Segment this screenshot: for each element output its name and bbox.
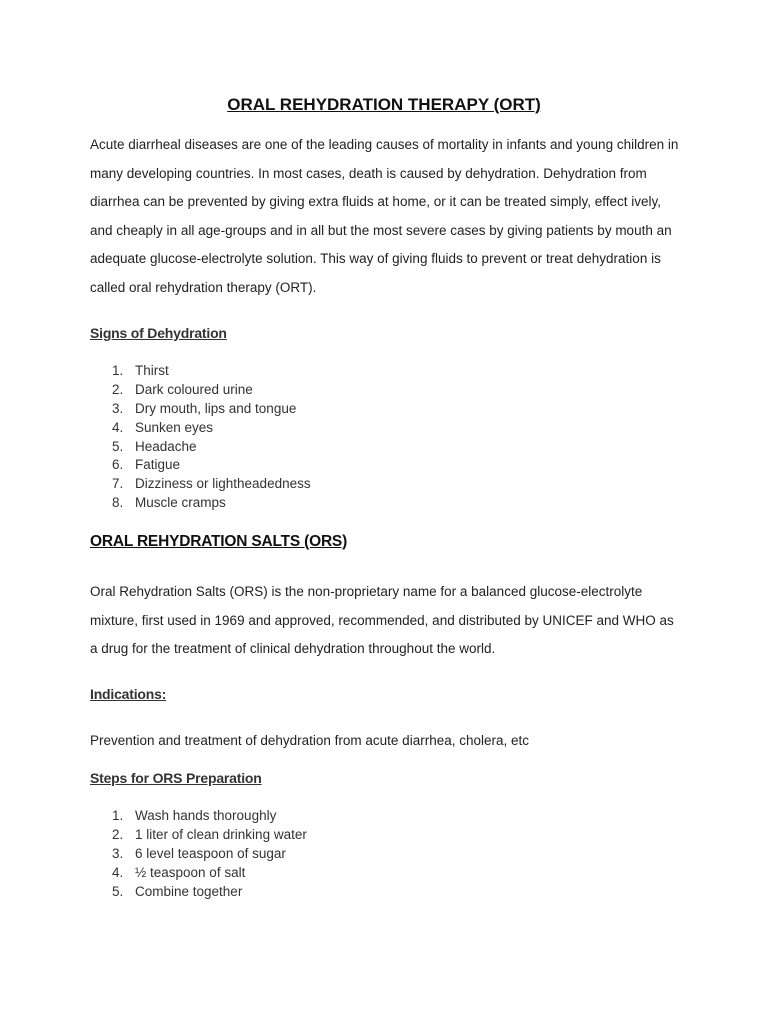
intro-paragraph: Acute diarrheal diseases are one of the leading causes of mortality in infants and young children in many developing countries. In most cases, death is caused by dehydration. Dehydration from diarrhea can be prevented by giving extra fluids at home, or it can be treated simply, effect ively, and cheaply in all age-groups and in all but the most severe cases by giving patients by mouth an adequate glucose-electrolyte solution. This way of giving fluids to prevent or treat dehydration is called oral rehydration therapy (ORT). — [90, 137, 679, 295]
ors-heading: ORAL REHYDRATION SALTS (ORS) — [90, 533, 348, 550]
list-item-number: 1. — [112, 808, 124, 823]
list-item-text: Headache — [135, 438, 197, 454]
list-item-number: 3. — [112, 400, 124, 416]
list-item-number: 1. — [112, 363, 124, 378]
signs-heading: Signs of Dehydration — [90, 325, 227, 341]
list-item-text: 1 liter of clean drinking water — [135, 826, 307, 842]
ors-paragraph: Oral Rehydration Salts (ORS) is the non-proprietary name for a balanced glucose-electrolyte mixture, first used in 1969 and approved, recommended, and distributed by UNICEF and WHO as a drug for the treatment of clinical dehydration throughout the world. — [90, 584, 674, 657]
list-item-number: 7. — [112, 476, 124, 492]
list-item-text: Fatigue — [135, 457, 181, 473]
list-item-number: 4. — [112, 419, 124, 435]
list-item-text: Thirst — [135, 363, 169, 378]
steps-heading: Steps for ORS Preparation — [90, 770, 262, 786]
list-item-number: 5. — [112, 883, 124, 899]
document-title: ORAL REHYDRATION THERAPY (ORT) — [227, 95, 541, 114]
list-item-number: 4. — [112, 864, 124, 880]
list-item-number: 2. — [112, 826, 124, 842]
list-item-number: 5. — [112, 438, 124, 454]
list-item-text: Dry mouth, lips and tongue — [135, 400, 297, 416]
indications-text: Prevention and treatment of dehydration from acute diarrhea, cholera, etc — [90, 733, 530, 748]
list-item-text: Wash hands thoroughly — [135, 808, 277, 823]
list-item-text: Muscle cramps — [135, 495, 226, 511]
list-item-number: 3. — [112, 845, 124, 861]
list-item-text: Sunken eyes — [135, 419, 214, 435]
indications-heading: Indications: — [90, 686, 167, 702]
list-item-number: 8. — [112, 495, 124, 511]
list-item-number: 6. — [112, 457, 124, 473]
list-item-text: Dark coloured urine — [135, 381, 253, 397]
list-item-text: Dizziness or lightheadedness — [135, 476, 311, 492]
list-item-number: 2. — [112, 381, 124, 397]
list-item-text: 6 level teaspoon of sugar — [135, 845, 286, 861]
list-item-text: ½ teaspoon of salt — [135, 864, 246, 880]
list-item-text: Combine together — [135, 883, 243, 899]
